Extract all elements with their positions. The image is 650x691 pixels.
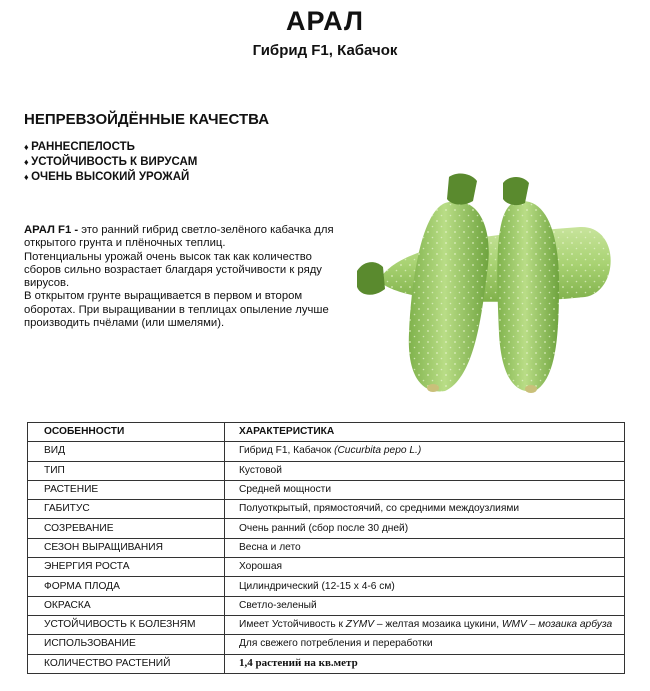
description-yield: Потенциальны урожай очень высок так как количество сборов сильно возрастает благдаря устойчивости к ряду вирусов. [24,250,322,290]
feature-cell: ФОРМА ПЛОДА [28,577,225,596]
value-text: Имеет Устойчивость к [239,619,346,631]
table-row [28,442,625,461]
table-row [28,654,625,673]
column-header-feature: ОСОБЕННОСТИ [28,423,225,442]
value-cell: Весна и лето [225,538,625,557]
value-cell: Цилиндрический (12-15 х 4-6 см) [225,577,625,596]
value-cell: 1,4 растений на кв.метр [225,654,625,673]
value-text: Гибрид F1, Кабачок [239,445,335,457]
table-header-row [28,423,625,442]
feature-cell: СОЗРЕВАНИЕ [28,519,225,538]
table-row [28,519,625,538]
table-row [28,480,625,499]
description-intro [24,224,344,251]
feature-cell: ВИД [28,442,225,461]
qualities-list [24,140,197,185]
value-cell [225,442,625,461]
feature-cell: ЭНЕРГИЯ РОСТА [28,558,225,577]
feature-cell: УСТОЙЧИВОСТЬ К БОЛЕЗНЯМ [28,615,225,634]
value-cell: Хорошая [225,558,625,577]
latin-name: (Cucurbita pepo L.) [334,445,422,457]
table-row [28,615,625,634]
value-cell: Средней мощности [225,480,625,499]
table-row [28,538,625,557]
quality-item: ♦ УСТОЙЧИВОСТЬ К ВИРУСАМ [24,155,197,170]
table-row [28,577,625,596]
value-cell: Светло-зеленый [225,596,625,615]
description-lead: АРАЛ F1 - [24,224,79,236]
page-subtitle: Гибрид F1, Кабачок [252,42,398,59]
table-row [28,596,625,615]
feature-cell: ГАБИТУС [28,500,225,519]
page-title: АРАЛ [286,6,364,36]
feature-cell: СЕЗОН ВЫРАЩИВАНИЯ [28,538,225,557]
description-first: это ранний гибрид светло-зелёного кабачка для открытого грунта и плёночных теплиц. [24,224,334,250]
feature-cell: ТИП [28,461,225,480]
feature-cell: ОКРАСКА [28,596,225,615]
specs-table [27,422,625,674]
feature-cell: КОЛИЧЕСТВО РАСТЕНИЙ [28,654,225,673]
value-text: – желтая мозаика цукини, [374,619,502,631]
description-growing: В открытом грунте выращивается в первом и втором оборотах. При выращивании в теплицах опыление лучше производить пчёлами (или шмелями). [24,290,329,330]
table-row [28,500,625,519]
feature-cell: ИСПОЛЬЗОВАНИЕ [28,635,225,654]
qualities-heading: НЕПРЕВЗОЙДЁННЫЕ КАЧЕСТВА [24,111,270,128]
virus-code: ZYMV [345,619,375,631]
value-cell: Очень ранний (сбор после 30 дней) [225,519,625,538]
description [24,224,344,330]
table-row [28,635,625,654]
zucchini-photo [345,163,628,405]
table-row [28,558,625,577]
table-row [28,461,625,480]
value-cell: Для свежего потребления и переработки [225,635,625,654]
value-cell [225,615,625,634]
quality-item: ♦ ОЧЕНЬ ВЫСОКИЙ УРОЖАЙ [24,170,197,185]
quality-item: ♦ РАННЕСПЕЛОСТЬ [24,140,197,155]
column-header-value: ХАРАКТЕРИСТИКА [225,423,625,442]
value-cell: Кустовой [225,461,625,480]
feature-cell: РАСТЕНИЕ [28,480,225,499]
virus-code: WMV – мозаика арбуза [501,619,613,631]
value-cell: Полуоткрытый, прямостоячий, со средними междоузлиями [225,500,625,519]
